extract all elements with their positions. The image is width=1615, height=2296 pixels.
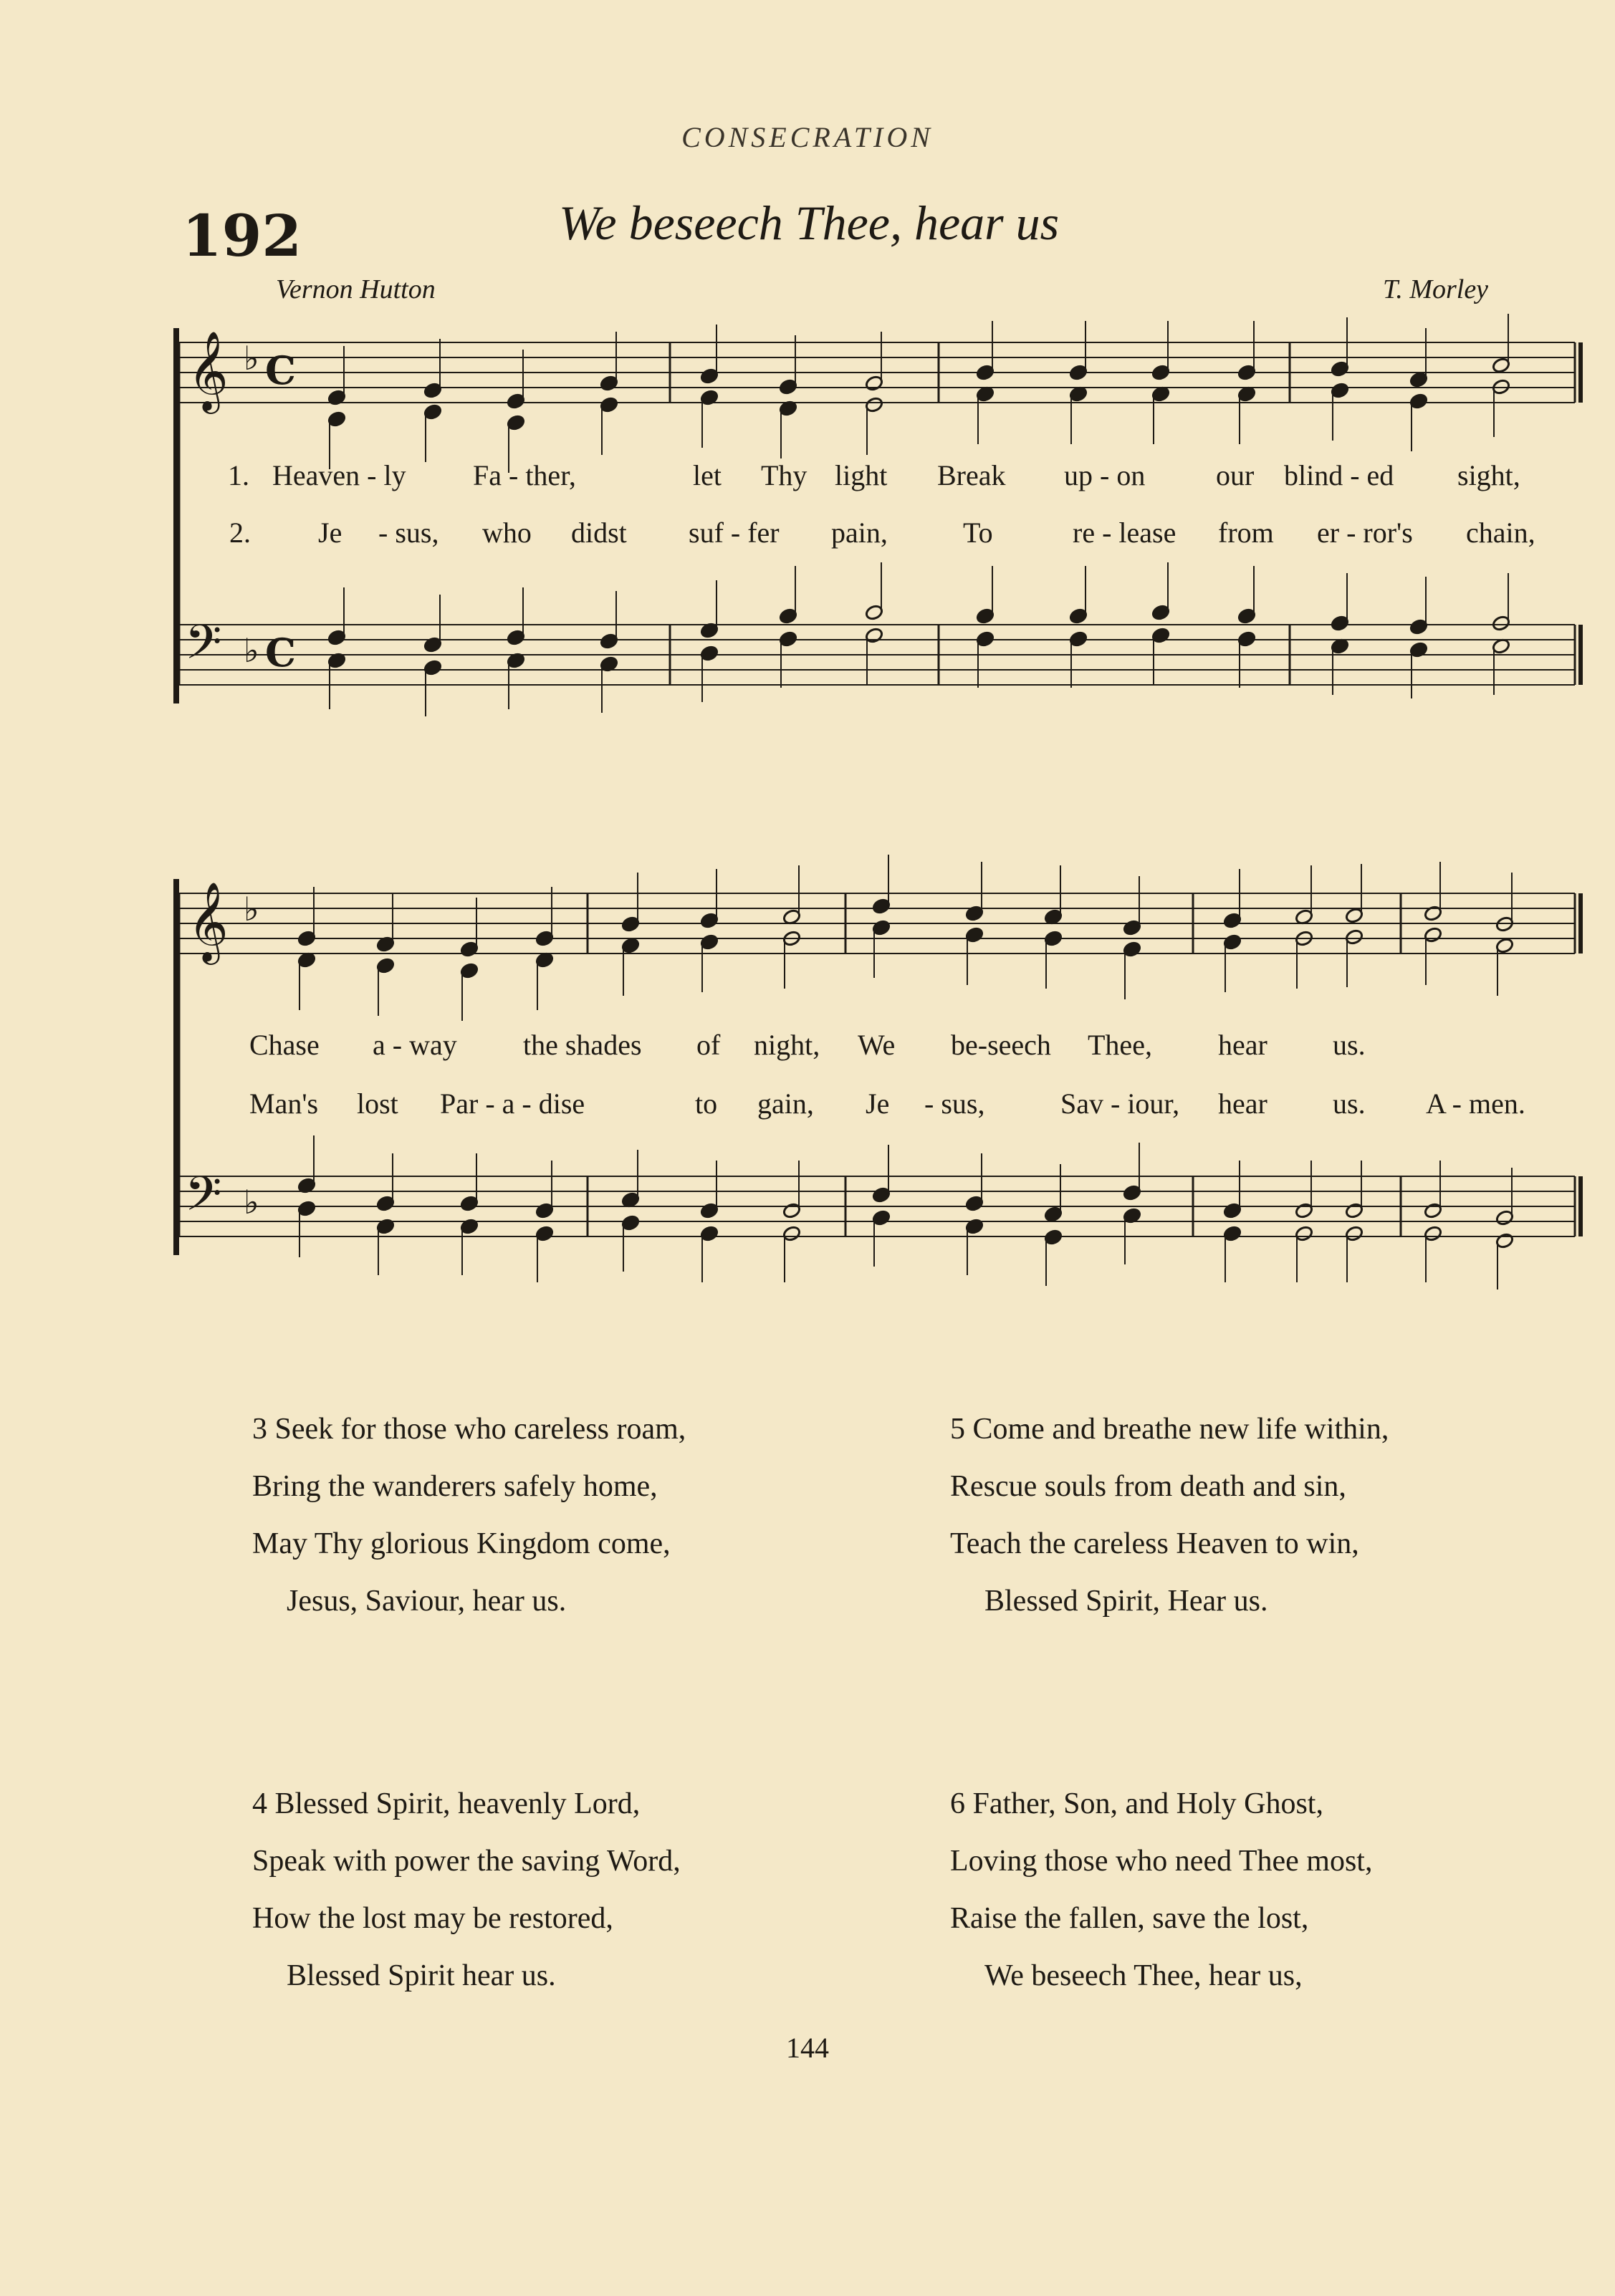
stanza-line: May Thy glorious Kingdom come, <box>252 1527 671 1560</box>
treble-clef-icon: 𝄞 <box>188 881 229 961</box>
stanza-line: Raise the fallen, save the lost, <box>950 1902 1309 1935</box>
stanza-line: Loving those who need Thee most, <box>950 1845 1373 1878</box>
lyric-syllable: Fa - ther, <box>473 459 576 491</box>
lyric-syllable: us. <box>1333 1029 1366 1061</box>
lyric-syllable: of <box>696 1029 721 1061</box>
lyric-syllable: suf - fer <box>689 517 780 549</box>
stanza-refrain: We beseech Thee, hear us, <box>984 1959 1303 1992</box>
lyric-syllable: hear <box>1218 1029 1267 1061</box>
section-heading: CONSECRATION <box>681 121 934 153</box>
lyric-syllable: us. <box>1333 1087 1366 1120</box>
lyric-syllable: Thy <box>761 459 808 491</box>
lyric-syllable: Par - a - dise <box>440 1087 585 1120</box>
lyric-syllable: from <box>1218 517 1274 549</box>
flat-key-icon: ♭ <box>244 890 259 928</box>
stanza-line: 3 Seek for those who careless roam, <box>252 1413 686 1446</box>
lyric-syllable: Thee, <box>1088 1029 1152 1061</box>
lyric-syllable: We <box>858 1029 896 1061</box>
flat-key-icon: ♭ <box>244 339 259 378</box>
lyric-syllable: who <box>482 517 532 549</box>
stanza-5 <box>950 1401 1538 1630</box>
lyric-syllable: 2. <box>229 517 251 549</box>
stanza-6 <box>950 1775 1538 2004</box>
stanza-3 <box>252 1401 840 1630</box>
hymn-title: We beseech Thee, hear us <box>559 196 1060 250</box>
stanza-4 <box>252 1775 840 2004</box>
bass-clef-icon: 𝄢 <box>185 1166 222 1233</box>
stanza-line: Teach the careless Heaven to win, <box>950 1527 1359 1560</box>
stanza-refrain: Jesus, Saviour, hear us. <box>287 1585 567 1618</box>
stanza-line: 5 Come and breathe new life within, <box>950 1413 1389 1446</box>
page-number: 144 <box>786 2032 829 2064</box>
lyric-syllable: 1. <box>228 459 249 491</box>
stanza-line: Rescue souls from death and sin, <box>950 1470 1346 1503</box>
treble-clef-icon: 𝄞 <box>188 330 229 410</box>
lyric-syllable: gain, <box>757 1087 814 1120</box>
lyric-syllable: er - ror's <box>1317 517 1413 549</box>
lyric-syllable: sight, <box>1457 459 1520 491</box>
lyric-syllable: Sav - iour, <box>1060 1087 1180 1120</box>
lyric-syllable: to <box>695 1087 718 1120</box>
flat-key-icon: ♭ <box>244 1183 259 1221</box>
stanza-line: 4 Blessed Spirit, heavenly Lord, <box>252 1787 641 1820</box>
lyric-syllable: be-seech <box>951 1029 1051 1061</box>
stanza-line: 6 Father, Son, and Holy Ghost, <box>950 1787 1323 1820</box>
common-time-icon: C <box>265 347 296 393</box>
lyric-syllable: light <box>835 459 888 491</box>
lyric-syllable: pain, <box>831 517 888 549</box>
lyric-syllable: Je <box>866 1087 890 1120</box>
lyric-syllable: up - on <box>1064 459 1146 491</box>
lyric-syllable: Je <box>318 517 342 549</box>
common-time-icon: C <box>265 630 296 676</box>
stanza-refrain: Blessed Spirit hear us. <box>287 1959 556 1992</box>
lyric-syllable: let <box>693 459 722 491</box>
lyric-syllable: - sus, <box>378 517 439 549</box>
lyric-syllable: a - way <box>373 1029 457 1061</box>
bass-clef-icon: 𝄢 <box>185 615 222 681</box>
lyric-syllable: blind - ed <box>1284 459 1394 491</box>
stanza-refrain: Blessed Spirit, Hear us. <box>984 1585 1268 1618</box>
lyric-syllable: our <box>1216 459 1255 491</box>
lyric-syllable: didst <box>571 517 627 549</box>
lyric-syllable: To <box>963 517 993 549</box>
stanza-line: Speak with power the saving Word, <box>252 1845 681 1878</box>
lyric-syllable: lost <box>357 1087 398 1120</box>
hymn-number: 192 <box>182 202 302 269</box>
lyric-syllable: hear <box>1218 1087 1267 1120</box>
lyric-syllable: A - men. <box>1426 1087 1525 1120</box>
lyric-syllable: Man's <box>249 1087 319 1120</box>
lyric-syllable: the shades <box>523 1029 642 1061</box>
lyric-syllable: chain, <box>1466 517 1535 549</box>
lyric-syllable: Break <box>937 459 1006 491</box>
lyric-syllable: night, <box>754 1029 820 1061</box>
stanza-line: Bring the wanderers safely home, <box>252 1470 658 1503</box>
music-composer: T. Morley <box>1383 274 1489 304</box>
stanza-line: How the lost may be restored, <box>252 1902 613 1935</box>
lyric-syllable: - sus, <box>924 1087 985 1120</box>
lyric-syllable: re - lease <box>1073 517 1176 549</box>
words-author: Vernon Hutton <box>276 274 436 304</box>
lyric-syllable: Heaven - ly <box>272 459 406 491</box>
lyric-syllable: Chase <box>249 1029 320 1061</box>
flat-key-icon: ♭ <box>244 631 259 670</box>
